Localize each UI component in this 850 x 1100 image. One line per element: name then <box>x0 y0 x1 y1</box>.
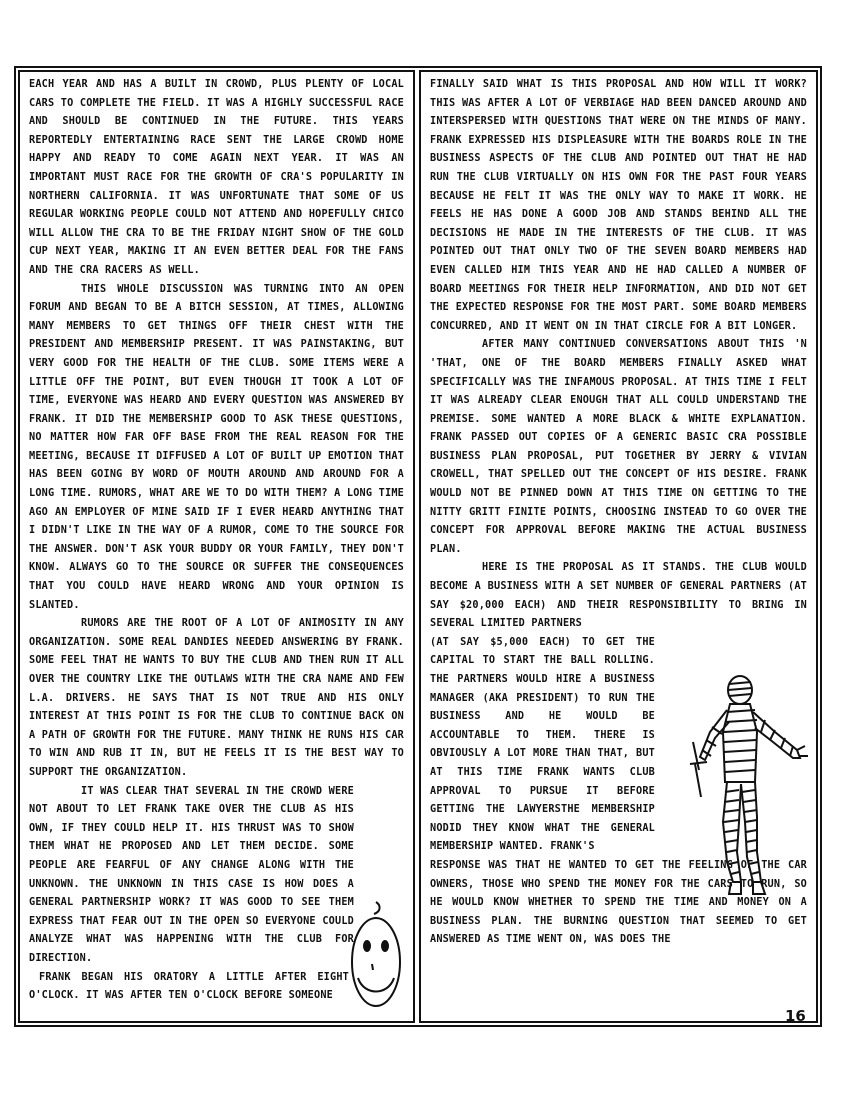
right-paragraph-tail: RESPONSE WAS THAT HE WANTED TO GET THE FEELING OF THE CAR OWNERS, THOSE WHO SPEND THE MONEY FOR THE CARS TO RUN, SO HE WOULD KNOW WHETHER TO SPEND THE TIME AND MONEY ON A BUSINESS PLAN. THE BURNING QUESTION THAT SEEMED TO GET ANSWERED AS TIME WENT ON, WAS DOES THE <box>430 859 807 946</box>
left-column <box>18 70 415 1023</box>
right-paragraph-wrapped: (AT SAY $5,000 EACH) TO GET THE CAPITAL TO START THE BALL ROLLING. THE PARTNERS WOULD HIRE A BUSINESS MANAGER (AKA PRESIDENT) TO RUN THE BUSINESS AND HE WOULD BE ACCOUNTABLE TO THEM. THERE IS OBVIOUSLY A LOT MORE THAN THAT, BUT AT THIS TIME FRANK WANTS CLUB APPROVAL TO PURSUE IT BEFORE GETTING THE LAWYERSTHE MEMBERSHIP NODID THEY KNOW WHAT THE GENERAL MEMBERSHIP WANTED. FRANK'S <box>430 636 655 853</box>
smiley-face-drawing <box>346 896 406 1016</box>
right-paragraph: FINALLY SAID WHAT IS THIS PROPOSAL AND HOW WILL IT WORK? THIS WAS AFTER A LOT OF VERBIAGE HAD BEEN DANCED AROUND AND INTERSPERSED WITH QUESTIONS THAT WERE ON THE MINDS OF MANY. FRANK EXPRESSED HIS DISPLEASURE WITH THE BOARDS ROLE IN THE BUSINESS ASPECTS OF THE CLUB AND POINTED OUT THAT HE HAD RUN THE CLUB VIRTUALLY ON HIS OWN FOR THE PAST FOUR YEARS BECAUSE HE FELT IT WAS THE ONLY WAY TO MAKE IT WORK. HE FEELS HE HAS DONE A GOOD JOB AND STANDS BEHIND ALL THE DECISIONS HE MADE IN THE INTERESTS OF THE CLUB. IT WAS POINTED OUT THAT ONLY TWO OF THE SEVEN BOARD MEMBERS HAD EVEN CALLED HIM THIS YEAR AND HE HAD CALLED A NUMBER OF BOARD MEETINGS FOR THEIR HELP INFORMATION, AND DID NOT GET THE EXPECTED RESPONSE FOR THE MOST PART. SOME BOARD MEMBERS CONCURRED, AND IT WENT ON IN THAT CIRCLE FOR A BIT LONGER. <box>430 79 807 332</box>
mummy-drawing <box>675 672 810 902</box>
left-paragraph: RUMORS ARE THE ROOT OF A LOT OF ANIMOSITY IN ANY ORGANIZATION. SOME REAL DANDIES NEEDED ANSWERING BY FRANK. SOME FEEL THAT HE WANTS TO BUY THE CLUB AND THEN RUN IT ALL OVER THE COUNTRY LIKE THE OUTLAWS WITH THE CRA NAME AND FEW L.A. DRIVERS. HE SAYS THAT IS NOT TRUE AND HIS ONLY INTEREST AT THIS POINT IS FOR THE CLUB TO CONTINUE BACK ON A PATH OF GROWTH FOR THE FUTURE. MANY THINK HE RUNS HIS CAR TO WIN AND RUB IT IN, BUT HE FEELS IT IS THE BEST WAY TO SUPPORT THE ORGANIZATION. <box>29 618 404 778</box>
left-paragraph: THIS WHOLE DISCUSSION WAS TURNING INTO AN OPEN FORUM AND BEGAN TO BE A BITCH SESSION, AT TIMES, ALLOWING MANY MEMBERS TO GET THINGS OFF THEIR CHEST WITH THE PRESIDENT AND MEMBERSHIP PRESENT. IT WAS PAINSTAKING, BUT VERY GOOD FOR THE HEALTH OF THE CLUB. SOME ITEMS WERE A LITTLE OFF THE POINT, BUT EVEN THOUGH IT TOOK A LOT OF TIME, EVERYONE WAS HEARD AND EVERY QUESTION WAS ANSWERED BY FRANK. IT DID THE MEMBERSHIP GOOD TO ASK THESE QUESTIONS, NO MATTER HOW FAR OFF BASE FROM THE REAL REASON FOR THE MEETING, BECAUSE IT DIFFUSED A LOT OF BUILT UP EMOTION THAT HAS BEEN GOING BY WORD OF MOUTH AROUND AND AROUND FOR A LONG TIME. RUMORS, WHAT ARE WE TO DO WITH THEM? A LONG TIME AGO AN EMPLOYER OF MINE SAID IF I EVER HEARD ANYTHING THAT I DIDN'T LIKE IN THE WAY OF A RUMOR, COME TO THE SOURCE FOR THE ANSWER. DON'T ASK YOUR BUDDY OR YOUR FAMILY, THEY DON'T KNOW. ALWAYS GO TO THE SOURCE OR SUFFER THE CONSEQUENCES THAT YOU COULD HAVE HEARD WRONG AND YOUR OPINION IS SLANTED. <box>29 283 404 611</box>
right-paragraph: HERE IS THE PROPOSAL AS IT STANDS. THE CLUB WOULD BECOME A BUSINESS WITH A SET NUMBER OF GENERAL PARTNERS (AT SAY $20,000 EACH) AND THEIR RESPONSIBILITY TO BRING IN SEVERAL LIMITED PARTNERS <box>430 562 807 630</box>
page-number: 16 <box>785 1007 806 1025</box>
left-paragraph: EACH YEAR AND HAS A BUILT IN CROWD, PLUS PLENTY OF LOCAL CARS TO COMPLETE THE FIELD. IT WAS A HIGHLY SUCCESSFUL RACE AND SHOULD BE CONTINUED IN THE FUTURE. THIS YEARS REPORTEDLY ENTERTAINING RACE SENT THE LARGE CROWD HOME HAPPY AND READY TO COME AGAIN NEXT YEAR. IT WAS AN IMPORTANT MUST RACE FOR THE GROWTH OF CRA'S POPULARITY IN NORTHERN CALIFORNIA. IT WAS UNFORTUNATE THAT SOME OF US REGULAR WORKING PEOPLE COULD NOT ATTEND AND HOPEFULLY CHICO WILL ALLOW THE CRA TO BE THE FRIDAY NIGHT SHOW OF THE GOLD CUP NEXT YEAR, MAKING IT AN EVEN BETTER DEAL FOR THE FANS AND THE CRA RACERS AS WELL. <box>29 79 404 276</box>
left-paragraph: IT WAS CLEAR THAT SEVERAL IN THE CROWD WERE NOT ABOUT TO LET FRANK TAKE OVER THE CLUB AS HIS OWN, IF THEY COULD HELP IT. HIS THRUST WAS TO SHOW THEM WHAT HE PROPOSED AND LET THEM DECIDE. SOME PEOPLE ARE FEARFUL OF ANY CHANGE ALONG WITH THE UNKNOWN. THE UNKNOWN IN THIS CASE IS HOW DOES A GENERAL PARTNERSHIP WORK? IT WAS GOOD TO SEE THEM EXPRESS THAT FEAR OUT IN THE OPEN SO EVERYONE COULD ANALYZE WHAT WAS HAPPENING WITH THE CLUB FOR DIRECTION. <box>29 785 354 964</box>
left-paragraph: FRANK BEGAN HIS ORATORY A LITTLE AFTER EIGHT O'CLOCK. IT WAS AFTER TEN O'CLOCK BEFORE SOMEONE <box>29 971 349 1002</box>
right-paragraph: AFTER MANY CONTINUED CONVERSATIONS ABOUT THIS 'N 'THAT, ONE OF THE BOARD MEMBERS FINALLY ASKED WHAT SPECIFICALLY WAS THE INFAMOUS PROPOSAL. AT THIS TIME I FELT IT WAS ALREADY CLEAR ENOUGH THAT ALL COULD UNDERSTAND THE PREMISE. SOME WANTED A MORE BLACK & WHITE EXPLANATION. FRANK PASSED OUT COPIES OF A GENERIC BASIC CRA POSSIBLE BUSINESS PLAN PROPOSAL, PUT TOGETHER BY JERRY & VIVIAN CROWELL, THAT SPELLED OUT THE CONCEPT OF HIS DESIRE. FRANK WOULD NOT BE PINNED DOWN AT THIS TIME ON GETTING TO THE NITTY GRITT FINITE POINTS, CHOOSING INSTEAD TO GO OVER THE CONCEPT FOR APPROVAL BEFORE MAKING THE ACTUAL BUSINESS PLAN. <box>430 339 807 555</box>
